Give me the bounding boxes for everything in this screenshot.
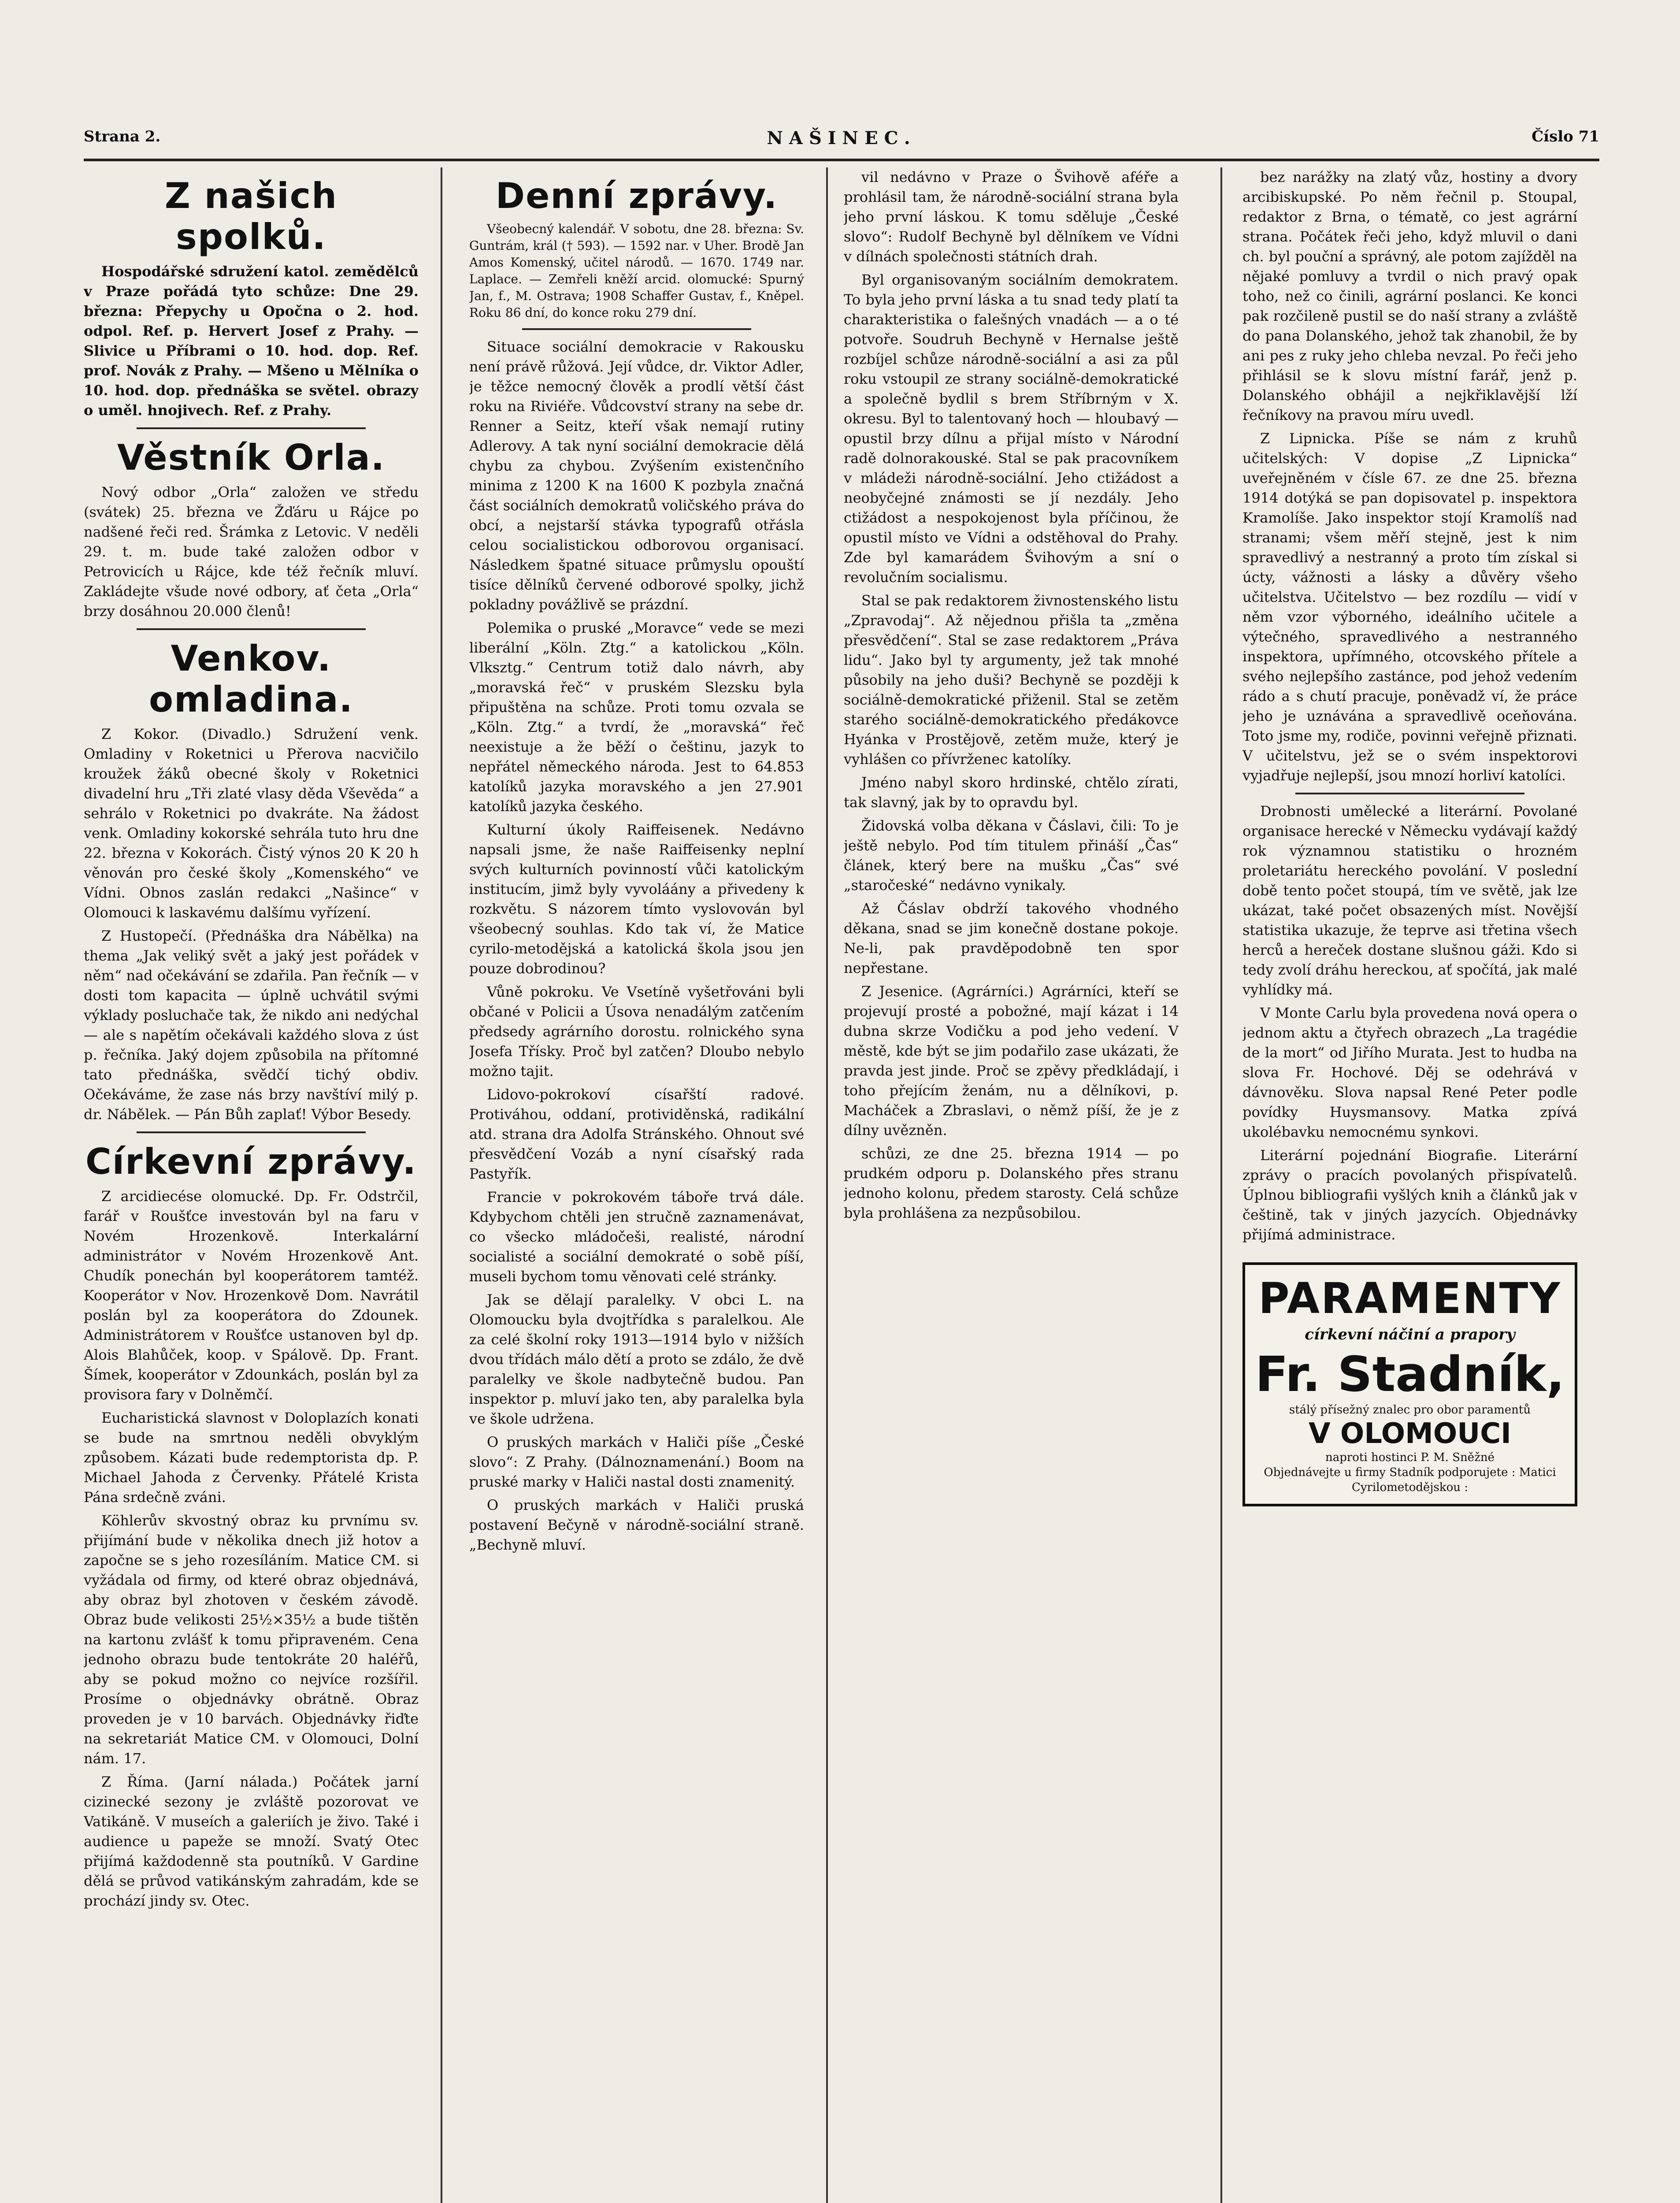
article-paragraph: Z Jesenice. (Agrárníci.) Agrárníci, kteří se projevují prosté a pobožné, mají kázat i 14 dubna skrze Vodičku a pod jeho vedení. V městě, kde být se jim podařilo zase ukázati, že pravda jest jinde. Proč se zpěvy předkládají, i toho přejícím ženám, nu a dělníkovi, p. Macháček a Zbraslavi, o němž píší, že je z dílny uvězněn. [844, 983, 1179, 1139]
article-paragraph: Všeobecný kalendář. V sobotu, dne 28. března: Sv. Guntrám, král († 593). — 1592 nar. v Uher. Brodě Jan Amos Komenský, učitel národů. — 1670. 1749 nar. Laplace. — Zemřeli kněží arcid. olomucké: Spurný Jan, f., M. Ostrava; 1908 Schaffer Gustav, f., Kněpel. Roku 86 dní, do konce roku 279 dní. [469, 222, 804, 320]
ad-company-name: Fr. Stadník, [1255, 1346, 1565, 1402]
section-divider [1295, 793, 1524, 794]
article-paragraph: Z arcidiecése olomucké. Dp. Fr. Odstrčil, farář v Roušťce investován byl na faru v Novém Hrozenkově. Interkalární administrátor v Novém Hrozenkově Ant. Chudík ponechán byl kooperátorem tamtéž. Kooperátor v Nov. Hrozenkově Dom. Navrátil poslán byl za kooperátora do Zdounek. Administrátorem v Roušťce ustanoven byl dp. Alois Blahůček, koop. v Spálově. Dp. Frant. Šímek, kooperátor v Zdounkách, poslán byl za provisora fary v Dolněmčí. [84, 1188, 419, 1403]
article-paragraph: vil nedávno v Praze o Švihově aféře a prohlásil tam, že národně-sociální strana byla jeho první láskou. K tomu sděluje „České slovo“: Rudolf Bechyně byl dělníkem ve Vídni v dílnách společnosti státních drah. [844, 169, 1179, 265]
page-number: Strana 2. [84, 128, 161, 145]
ad-line: Objednávejte u firmy Stadník podporujete : Matici Cyrilometodějskou : [1264, 1466, 1556, 1494]
article-paragraph: O pruských markách v Haliči pruská postavení Bečyně v národně-sociální straně. „Bechyně mluví. [469, 1497, 804, 1553]
article-paragraph: Francie v pokrokovém táboře trvá dále. Kdybychom chtěli jen stručně zaznamenávat, co všecko mládočeši, realisté, národní socialisté a sociální demokraté o sobě píší, museli bychom tomu věnovati celé stránky. [469, 1189, 804, 1285]
article-paragraph: O pruských markách v Haliči píše „České slovo“: Z Prahy. (Dálnoznamenání.) Boom na pruské marky v Haliči nastal dosti znamenitý. [469, 1434, 804, 1490]
section-divider [137, 1131, 366, 1133]
article-paragraph: Jméno nabyl skoro hrdinské, chtělo zírati, tak slavný, jak by to opravdu byl. [844, 774, 1179, 811]
article-paragraph: Literární pojednání Biografie. Literární zprávy o pracích povolaných přispívatelů. Úplnou bibliografii vyšlých knih a článků jak v češtině, tak v jiných jazycích. Objednávky přijímá administrace. [1242, 1147, 1577, 1243]
article-paragraph: Köhlerův skvostný obraz ku prvnímu sv. přijímání bude v několika dnech již hotov a započne se s jeho rozesíláním. Matice CM. si vyžádala od firmy, od které obraz objednává, aby obraz byl zhotoven v českém závodě. Obraz bude velikosti 25½×35½ a bude tištěn na kartonu zvlášť k tomu připraveném. Cena jednoho obrazu bude tentokráte 20 haléřů, aby se pokud možno co nejvíce rozšířil. Prosíme o objednávky obrátně. Obraz proveden je v 10 barvách. Objednávky řiďte na sekretariát Matice CM. v Olomouci, Dolní nám. 17. [84, 1512, 419, 1767]
column-divider [441, 167, 442, 2203]
section-title: Věstník Orla. [117, 437, 386, 478]
article-paragraph: Jak se dělají paralelky. V obci L. na Olomoucku byla dvojtřídka s paralelkou. Ale za celé školní roky 1913—1914 bylo v nižších dvou třídách málo dětí a proto se zdálo, že dvě paralelky ve škole nadbytečně budou. Pan inspektor p. mluví jako ten, aby paralelka byla ve škole udržena. [469, 1291, 804, 1427]
article-paragraph: V Monte Carlu byla provedena nová opera o jednom aktu a čtyřech obrazech „La tragédie de la mort“ od Jiřího Murata. Jest to hudba na slova Fr. Hochové. Děj se odehrává v dávnověku. Slova napsal René Peter podle povídky Huysmansovy. Matka zpívá ukolébavku nemocnému synkovi. [1242, 1005, 1577, 1140]
ad-city: V OLOMOUCI [1309, 1417, 1511, 1450]
article-paragraph: Z Kokor. (Divadlo.) Sdružení venk. Omladiny v Roketnici u Přerova nacvičilo kroužek žáků obecné školy v Roketnici divadelní hru „Tři zlaté vlasy děda Vševěda“ a sehrálo v Roketnici po dvakráte. Na žádost venk. Omladiny kokorské sehrála tuto hru dne 22. března v Kokorách. Čistý výnos 20 K 20 h věnován pro české školy „Komenského“ ve Vídni. Obnos zaslán redakci „Našince“ v Olomouci k laskavému dalšímu vyřízení. [84, 726, 419, 921]
column-2 [469, 167, 804, 2203]
article-paragraph: Kulturní úkoly Raiffeisenek. Nedávno napsali jsme, že naše Raiffeisenky neplní svých kulturních povinností vůči katolickým institucím, jimž byly vyvoláány a přivedeny k rozkvětu. S názorem tímto vyslovován byl všeobecný souhlas. Kdo tak ví, že Matice cyrilo-metodějská a katolická škola jsou jen pouze dobrodinou? [469, 821, 804, 977]
section-title: Denní zprávy. [495, 175, 778, 216]
section-divider [522, 328, 751, 330]
advertisement [1242, 1262, 1577, 1506]
section-divider [137, 628, 366, 630]
section-divider [137, 427, 366, 429]
column-3 [844, 167, 1179, 2203]
article-paragraph: Hospodářské sdružení katol. zemědělců v Praze pořádá tyto schůze: Dne 29. března: Přepychy u Opočna o 2. hod. odpol. Ref. p. Hervert Josef z Prahy. — Slivice u Příbrami o 10. hod. dop. Ref. prof. Novák z Prahy. — Mšeno u Mělníka o 10. hod. dop. přednáška se světel. obrazy o uměl. hnojivech. Ref. z Prahy. [84, 263, 419, 419]
article-paragraph: Z Lipnicka. Píše se nám z kruhů učitelských: V dopise „Z Lipnicka“ uveřejněném v čísle 67. ze dne 25. března 1914 dotýká se pan dopisovatel p. inspektora Kramolíše. Jako inspektor stojí Kramolíš nad stranami; všem měří stejně, jest k nim spravedlivý a nestranný a proto tím získal si úcty, vážnosti a lásky a důvěry všeho učitelstva. Učitelstvo — bez rozdílu — vidí v něm vzor výborného, ideálního učitele a výtečného, spravedlivého a nestranného inspektora, upřímného, otcovského přítele a svého nejlepšího zastánce, pod jehož vedením rádo a s chutí pracuje, poněvadž ví, že práce jeho je uznávána a spravedlivě oceňována. Toto jsme my, rodiče, povinni veřejně přiznati. V učitelstvu, jež se o svém inspektorovi vyjadřuje nejlepší, jsou mnozí horliví katolíci. [1242, 430, 1577, 784]
column-divider [826, 167, 828, 2203]
article-paragraph: Drobnosti umělecké a literární. Povolané organisace herecké v Německu vydávají každý rok významnou statistiku o hrozném proletariátu hereckého povolání. V poslední době tento počet stoupá, tím ve světě, jak lze ukázat, také počet obsazených míst. Novější statistika ukazuje, že teprve asi třetina všech herců a hereček dostane slušnou gáži. Kdo si tedy zvolí dráhu hereckou, ať spočítá, jak malé vyhlídky má. [1242, 803, 1577, 998]
ad-line: naproti hostinci P. M. Sněžné [1325, 1451, 1495, 1464]
page-header [84, 128, 1599, 161]
article-paragraph: Situace sociální demokracie v Rakousku není právě růžová. Její vůdce, dr. Viktor Adler, je těžce nemocný člověk a prodlí větší část roku na Riviéře. Vůdcovství strany na sebe dr. Renner a Seitz, kteří však nemají rutiny Adlerovy. A tak nyní sociální demokracie dělá chybu za chybou. Zvýšením existenčního minima z 1200 K na 1600 K pozbyla značná část sociálních demokratů voličského práva do obcí, a nejstarší stávka typografů otřásla celou socialistickou odborovou organisací. Následkem špatné situace průmyslu opouští tisíce dělníků červené odborové spolky, jichž pokladny povážlivě se prázdní. [469, 338, 804, 613]
article-paragraph: Až Čáslav obdrží takového vhodného děkana, snad se jim konečně dostane pokoje. Ne-li, pak pravděpodobně ten spor nepřestane. [844, 900, 1179, 976]
issue-number: Číslo 71 [1532, 128, 1599, 145]
column-1 [84, 167, 419, 2203]
article-paragraph: schůzi, ze dne 25. března 1914 — po prudkém odporu p. Dolanského přes stranu jednoho kolonu, předem starosty. Celá schůze byla prohlášena za nezpůsobilou. [844, 1145, 1179, 1221]
section-title: Církevní zprávy. [85, 1141, 417, 1182]
article-paragraph: Z Hustopečí. (Přednáška dra Nábělka) na thema „Jak veliký svět a jaký jest pořádek v něm“ nad očekávání se zdařila. Pan řečník — v dosti tom kapacita — úplně uchvátil svými výklady posluchače tak, že nikdo ani nedýchal — ale s napětím očekávali každého slova z úst p. řečníka. Jaký dojem způsobila na přítomné tato přednáška, svědčí tichý obdiv. Očekáváme, že zase nás brzy navštíví milý p. dr. Nábělek. — Pán Bůh zaplať! Výbor Besedy. [84, 927, 419, 1123]
ad-subtitle: církevní náčiní a prapory [1305, 1326, 1515, 1343]
section-title: Z našich spolků. [164, 175, 338, 257]
section-title: Venkov. omladina. [149, 638, 353, 720]
ad-line: stálý přísežný znalec pro obor paramentů [1289, 1403, 1531, 1417]
article-paragraph: bez narážky na zlatý vůz, hostiny a dvory arcibiskupské. Po něm řečnil p. Stoupal, redaktor z Brna, o tématě, co jest agrární strana. Počátek řeči jeho, když mluvil o dani ch. byl pouční a správný, ale potom zajížděl na nějaké pomluvy a tvrdil o nich pravý opak toho, než co činili, agrární poslanci. Ke konci pak rozčileně pustil se do naší strany a zvláště do pana Dolanského, jehož tak zhanobil, že by ani pes z ruky jeho chleba nevzal. Po řeči jeho přihlásil se k slovu místní farář, jenž p. Dolanského obhájil a nejkřiklavější lží řečníkovy na pravou míru uvedl. [1242, 169, 1577, 423]
column-divider [1220, 167, 1222, 2203]
newspaper-title: NAŠINEC. [767, 128, 916, 148]
article-paragraph: Byl organisovaným sociálním demokratem. To byla jeho první láska a tu snad tedy platí ta charakteristika o falešných vnadách — a o té potvoře. Soudruh Bechyně v Hernalse ještě rozbíjel schůze národně-sociální a asi za půl roku vstoupil ze strany sociálně-demokratické a společně bydlil s brem Stříbrným v X. okresu. Byl to talentovaný hoch — hloubavý — opustil brzy dílnu a přijal místo v Národní radě dolnorakouské. Stal se pak pracovníkem v mládeži národně-sociální. Jeho ctižádost a neobyčejné známosti se jí nezdály. Jeho ctižádost a nespokojenost byla příčinou, že opustil místo ve Vídni a odstěhoval do Prahy. Zde byl kamarádem Švihovým a sní o revolučním socialismu. [844, 271, 1179, 586]
article-paragraph: Z Říma. (Jarní nálada.) Počátek jarní cizinecké sezony je zvláště pozorovat ve Vatikáně. V museích a galeriích je živo. Také i audience u papeže se množí. Svatý Otec přijímá každodenně sta poutníků. V Gardine dělá se průvod vatikánským zahradám, kde se prochází jindy sv. Otec. [84, 1773, 419, 1909]
article-paragraph: Vůně pokroku. Ve Vsetíně vyšetřováni byli občané v Policii a Úsova nenadálým zatčením předsedy agrárního dorostu. rolnického syna Josefa Třísky. Proč byl zatčen? Dloubo nebylo možno tajit. [469, 983, 804, 1079]
column-4 [1242, 167, 1577, 2203]
article-paragraph: Eucharistická slavnost v Doloplazích konati se bude na smrtnou neděli obvyklým způsobem. Kázati bude redemptorista dp. P. Michael Jahoda z Červenky. Přátelé Krista Pána srdečně zváni. [84, 1409, 419, 1506]
ad-title: PARAMENTY [1258, 1274, 1561, 1323]
article-paragraph: Stal se pak redaktorem živnostenského listu „Zpravodaj“. Až nějednou přišla ta „změna přesvědčení“. Stal se zase redaktorem „Práva lidu“. Jako byl ty argumenty, jež tak mnohé působily na jeho duši? Bechyně se později k sociálně-demokratické přiženil. Stal se zetěm starého sociálně-demokratického předákovce Hyánka v Prostějově, zetěm muže, který je vyhlášen co přívrženec katolíky. [844, 592, 1179, 768]
article-paragraph: Židovská volba děkana v Čáslavi, čili: To je ještě nebylo. Pod tím titulem přináší „Čas“ článek, který bere na mušku „Čas“ své „staročeské“ nedávno vynikaly. [844, 817, 1179, 894]
article-paragraph: Polemika o pruské „Moravce“ vede se mezi liberální „Köln. Ztg.“ a katolickou „Köln. Vlksztg.“ Centrum totiž dalo návrh, aby „moravská řeč“ v pruském Slezsku byla připuštěna na schůze. Proti tomu ozvala se „Köln. Ztg.“ a tvrdí, že „moravská“ řeč neexistuje a že běží o češtinu, jazyk to nepřátel německého národa. Jest to 64.853 katolíků jazyka moravského a jen 27.901 katolíků jazyka českého. [469, 619, 804, 815]
article-paragraph: Lidovo-pokrokoví císařští radové. Protiváhou, oddaní, protividěnská, radikální atd. strana dra Adolfa Stránského. Ohnout své přesvědčení Vozáb a nyní císařský rada Pastyřík. [469, 1086, 804, 1182]
article-paragraph: Nový odbor „Orla“ založen ve středu (svátek) 25. března ve Žďáru u Rájce po nadšené řeči red. Šrámka z Letovic. V neděli 29. t. m. bude také založen odbor v Petrovicích u Rájce, kde též řečník mluví. Zakládejte všude nové odbory, ať četa „Orla“ brzy dosáhnou 20.000 členů! [84, 484, 419, 619]
